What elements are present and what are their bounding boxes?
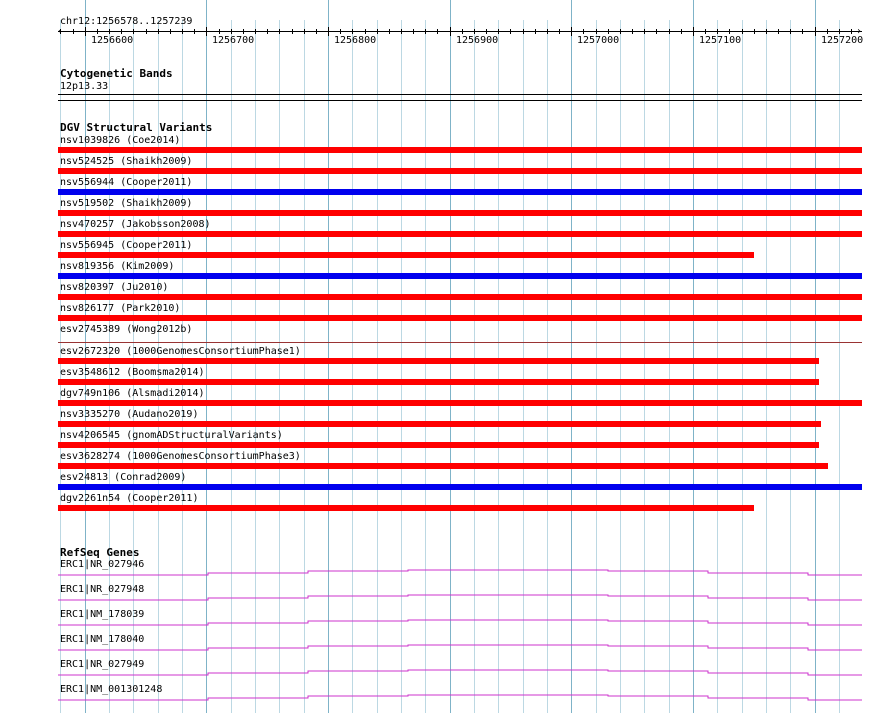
gene-feature-line[interactable] — [58, 640, 862, 654]
sv-label[interactable]: nsv556944 (Cooper2011) — [60, 177, 193, 188]
ruler-minor-tick — [365, 29, 366, 34]
sv-label[interactable]: esv24813 (Conrad2009) — [60, 472, 187, 483]
ruler-minor-tick — [802, 29, 803, 34]
sv-label[interactable]: nsv820397 (Ju2010) — [60, 282, 169, 293]
gene-feature-line[interactable] — [58, 615, 862, 629]
cytoband-track-line — [58, 94, 862, 95]
sv-label[interactable]: esv3548612 (Boomsma2014) — [60, 367, 205, 378]
sv-label[interactable]: nsv524525 (Shaikh2009) — [60, 156, 193, 167]
ruler-minor-tick — [596, 29, 597, 34]
sv-loss-bar[interactable] — [58, 252, 754, 258]
sv-loss-bar[interactable] — [58, 379, 819, 385]
sv-tier-separator — [58, 342, 862, 343]
sv-label[interactable]: dgv2261n54 (Cooper2011) — [60, 493, 199, 504]
region-coordinates: chr12:1256578..1257239 — [60, 16, 193, 27]
refseq-track-title: RefSeq Genes — [60, 546, 140, 559]
sv-loss-bar[interactable] — [58, 210, 862, 216]
sv-label[interactable]: nsv556945 (Cooper2011) — [60, 240, 193, 251]
sv-label[interactable]: nsv3335270 (Audano2019) — [60, 409, 199, 420]
sv-gain-bar[interactable] — [58, 189, 862, 195]
ruler-major-tick — [328, 27, 329, 36]
ruler-minor-tick — [377, 29, 378, 34]
gene-feature-line[interactable] — [58, 665, 862, 679]
ruler-minor-tick — [413, 29, 414, 34]
gene-label[interactable]: ERC1|NR_027949 — [60, 659, 145, 670]
ruler-minor-tick — [267, 29, 268, 34]
sv-label[interactable]: esv3628274 (1000GenomesConsortiumPhase3) — [60, 451, 301, 462]
sv-label[interactable]: dgv749n106 (Alsmadi2014) — [60, 388, 205, 399]
ruler-minor-tick — [729, 29, 730, 34]
sv-loss-bar[interactable] — [58, 400, 862, 406]
ruler-tick-label: 1257100 — [699, 35, 742, 46]
ruler-minor-tick — [778, 29, 779, 34]
ruler-minor-tick — [462, 29, 463, 34]
ruler-minor-tick — [681, 29, 682, 34]
sv-gain-bar[interactable] — [58, 273, 862, 279]
ruler-major-tick — [85, 27, 86, 36]
sv-loss-bar[interactable] — [58, 463, 828, 469]
ruler-minor-tick — [146, 29, 147, 34]
sv-loss-bar[interactable] — [58, 231, 862, 237]
ruler-tick-label: 1256900 — [456, 35, 499, 46]
ruler-major-tick — [815, 27, 816, 36]
ruler-minor-tick — [182, 29, 183, 34]
ruler-minor-tick — [608, 29, 609, 34]
ruler-minor-tick — [632, 29, 633, 34]
ruler-minor-tick — [523, 29, 524, 34]
ruler-minor-tick — [839, 29, 840, 34]
sv-label[interactable]: esv2745389 (Wong2012b) — [60, 324, 193, 335]
ruler-minor-tick — [474, 29, 475, 34]
ruler-minor-tick — [437, 29, 438, 34]
ruler-major-tick — [450, 27, 451, 36]
ruler-minor-tick — [109, 29, 110, 34]
ruler-minor-tick — [510, 29, 511, 34]
ruler-minor-tick — [352, 29, 353, 34]
ruler-minor-tick — [158, 29, 159, 34]
sv-loss-bar[interactable] — [58, 168, 862, 174]
ruler-minor-tick — [669, 29, 670, 34]
sv-loss-bar[interactable] — [58, 442, 819, 448]
ruler-minor-tick — [219, 29, 220, 34]
sv-loss-bar[interactable] — [58, 505, 754, 511]
sv-label[interactable]: nsv4206545 (gnomADStructuralVariants) — [60, 430, 283, 441]
gene-feature-line[interactable] — [58, 565, 862, 579]
ruler-tick-label: 1257000 — [577, 35, 620, 46]
ruler-minor-tick — [583, 29, 584, 34]
ruler-minor-tick — [754, 29, 755, 34]
scroll-right-arrow-icon[interactable]: › — [856, 26, 863, 37]
gene-label[interactable]: ERC1|NM_178040 — [60, 634, 145, 645]
ruler-minor-tick — [170, 29, 171, 34]
cytoband-track-title: Cytogenetic Bands — [60, 67, 173, 80]
ruler-minor-tick — [292, 29, 293, 34]
ruler-minor-tick — [401, 29, 402, 34]
ruler-minor-tick — [498, 29, 499, 34]
ruler-minor-tick — [742, 29, 743, 34]
ruler-minor-tick — [620, 29, 621, 34]
ruler-minor-tick — [766, 29, 767, 34]
ruler-major-tick — [693, 27, 694, 36]
ruler-minor-tick — [279, 29, 280, 34]
ruler-minor-tick — [73, 29, 74, 34]
ruler-minor-tick — [559, 29, 560, 34]
ruler-major-tick — [571, 27, 572, 36]
ruler-minor-tick — [827, 29, 828, 34]
scroll-left-arrow-icon[interactable]: ‹ — [57, 26, 64, 37]
ruler-minor-tick — [644, 29, 645, 34]
ruler-major-tick — [206, 27, 207, 36]
sv-label[interactable]: nsv819356 (Kim2009) — [60, 261, 175, 272]
gene-label[interactable]: ERC1|NM_001301248 — [60, 684, 163, 695]
ruler-minor-tick — [255, 29, 256, 34]
ruler-minor-tick — [851, 29, 852, 34]
gene-label[interactable]: ERC1|NR_027948 — [60, 584, 145, 595]
ruler-minor-tick — [121, 29, 122, 34]
sv-label[interactable]: nsv826177 (Park2010) — [60, 303, 181, 314]
ruler-minor-tick — [656, 29, 657, 34]
ruler-minor-tick — [547, 29, 548, 34]
gene-feature-line[interactable] — [58, 690, 862, 704]
sv-loss-bar[interactable] — [58, 358, 819, 364]
sv-loss-bar[interactable] — [58, 294, 862, 300]
sv-label[interactable]: esv2672320 (1000GenomesConsortiumPhase1) — [60, 346, 301, 357]
dgv-track-title: DGV Structural Variants — [60, 121, 213, 134]
gene-feature-line[interactable] — [58, 590, 862, 604]
cytoband-label: 12p13.33 — [60, 81, 109, 92]
sv-loss-bar[interactable] — [58, 421, 821, 427]
ruler-tick-label: 1256800 — [334, 35, 377, 46]
ruler-minor-tick — [304, 29, 305, 34]
ruler-tick-label: 1257200 — [821, 35, 864, 46]
sv-loss-bar[interactable] — [58, 147, 862, 153]
gene-label[interactable]: ERC1|NM_178039 — [60, 609, 145, 620]
ruler-minor-tick — [705, 29, 706, 34]
ruler-minor-tick — [231, 29, 232, 34]
ruler-minor-tick — [243, 29, 244, 34]
ruler-minor-tick — [316, 29, 317, 34]
track-divider — [58, 100, 862, 101]
ruler-minor-tick — [194, 29, 195, 34]
ruler-minor-tick — [486, 29, 487, 34]
ruler-minor-tick — [717, 29, 718, 34]
sv-label[interactable]: nsv470257 (Jakobsson2008) — [60, 219, 211, 230]
sv-loss-bar[interactable] — [58, 315, 862, 321]
ruler-minor-tick — [133, 29, 134, 34]
ruler-minor-tick — [425, 29, 426, 34]
ruler-minor-tick — [790, 29, 791, 34]
sv-label[interactable]: nsv1039826 (Coe2014) — [60, 135, 181, 146]
ruler-minor-tick — [535, 29, 536, 34]
ruler-tick-label: 1256600 — [91, 35, 134, 46]
ruler-minor-tick — [389, 29, 390, 34]
ruler-minor-tick — [97, 29, 98, 34]
sv-label[interactable]: nsv519502 (Shaikh2009) — [60, 198, 193, 209]
sv-gain-bar[interactable] — [58, 484, 862, 490]
gene-label[interactable]: ERC1|NR_027946 — [60, 559, 145, 570]
ruler-minor-tick — [340, 29, 341, 34]
ruler-tick-label: 1256700 — [212, 35, 255, 46]
